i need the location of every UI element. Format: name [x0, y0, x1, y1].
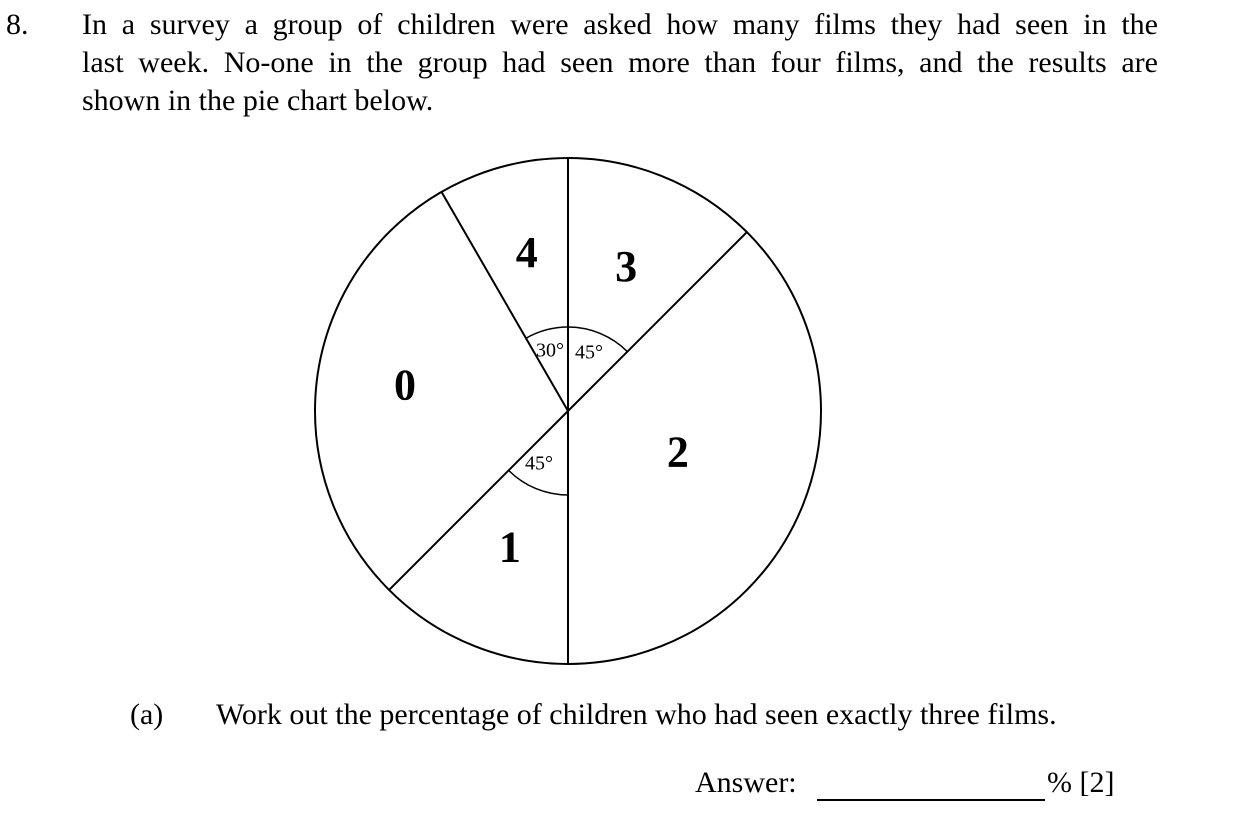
- answer-label: Answer:: [695, 766, 797, 799]
- question-line-1: In a survey a group of children were asked how many films they had seen in the: [82, 8, 1158, 41]
- slice-label-0: 0: [393, 360, 416, 410]
- angle-label-30: 30°: [536, 339, 564, 362]
- slice-boundary-1: [568, 232, 747, 411]
- angle-label-45-top: 45°: [575, 341, 603, 364]
- slice-label-3: 3: [615, 241, 638, 291]
- slice-label-2: 2: [666, 427, 689, 477]
- slice-label-1: 1: [498, 522, 521, 572]
- angle-label-45-bottom: 45°: [525, 452, 553, 475]
- angle-arc-30: [526, 327, 568, 338]
- slice-boundary-3: [389, 411, 568, 590]
- answer-suffix: % [2]: [1047, 766, 1115, 799]
- part-a-text: Work out the percentage of children who had seen exactly three films.: [216, 698, 1057, 731]
- pie-group: [315, 158, 821, 664]
- question-number: 8.: [6, 8, 29, 41]
- slice-label-4: 4: [515, 228, 538, 278]
- answer-blank[interactable]: [817, 799, 1045, 801]
- slice-boundary-4: [442, 192, 569, 411]
- part-a-label: (a): [130, 698, 164, 731]
- question-line-2: last week. No-one in the group had seen more than four films, and the results are: [82, 46, 1158, 79]
- question-line-3: shown in the pie chart below.: [82, 84, 434, 117]
